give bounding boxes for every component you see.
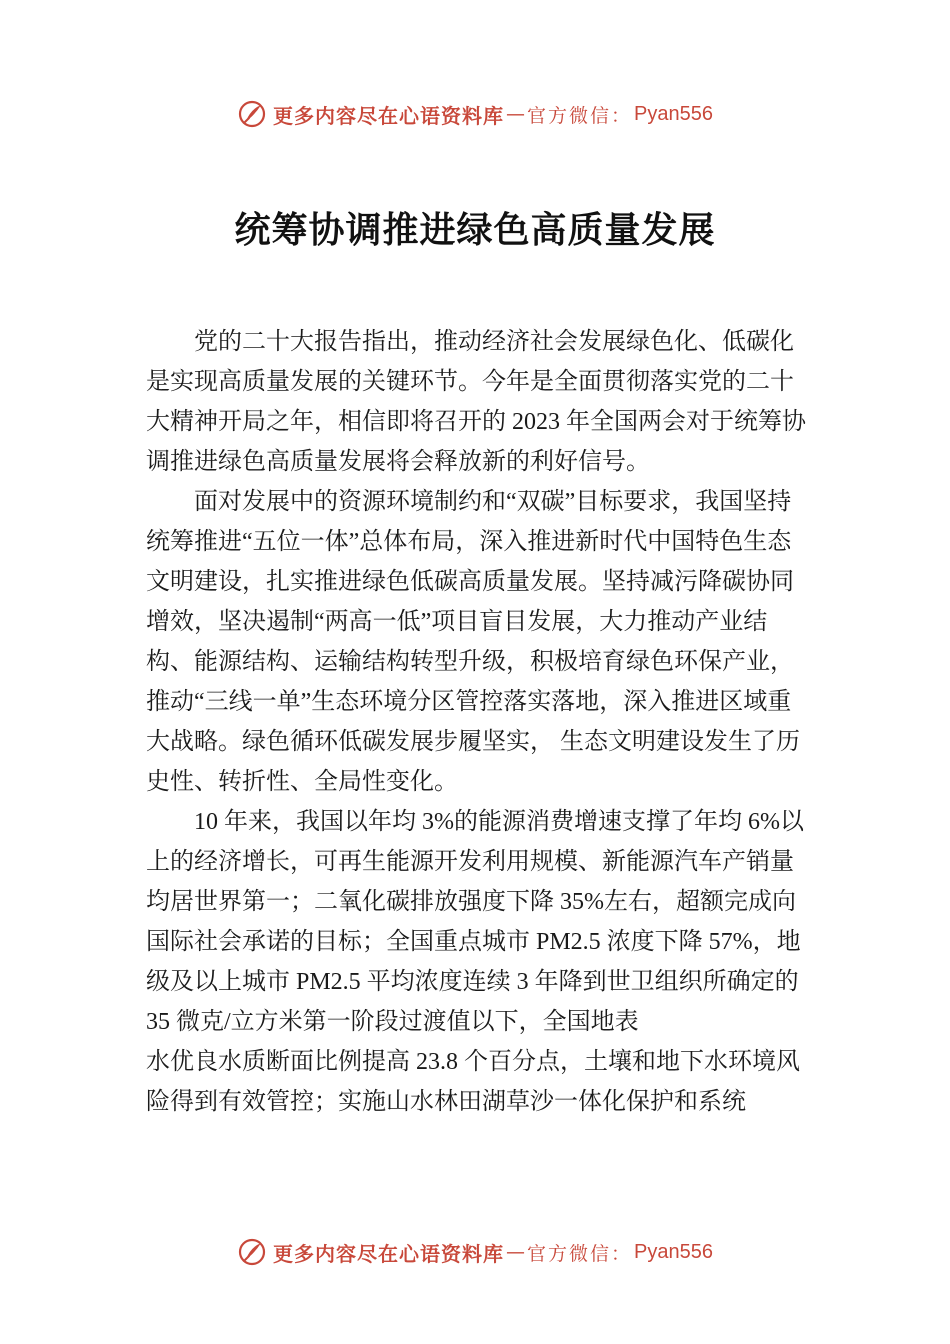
watermark-label: 官方微信： (527, 104, 633, 127)
header-watermark (0, 94, 950, 134)
paragraph: 面对发展中的资源环境制约和“双碳”目标要求，我国坚持统筹推进“五位一体”总体布局，深入推进新时代中国特色生态文明建设，扎实推进绿色低碳高质量发展。坚持减污降碳协同增效，坚决遏制“两高一低”项目盲目发展，大力推动产业结构、能源结构、运输结构转型升级，积极培育绿色环保产业，推动“三线一单”生态环境分区管控落实落地，深入推进区域重大战略。绿色循环低碳发展步履坚实， 生态文明建设发生了历史性、转折性、全局性变化。 (146, 489, 800, 795)
quill-logo-icon (237, 1237, 267, 1267)
watermark-separator: — (506, 1241, 525, 1263)
paragraph: 党的二十大报告指出，推动经济社会发展绿色化、低碳化是实现高质量发展的关键环节。今年是全面贯彻落实党的二十大精神开局之年，相信即将召开的 2023 年全国两会对于统筹协调推进绿色高质量发展将会释放新的利好信号。 (146, 329, 806, 475)
watermark-separator: — (506, 103, 525, 125)
watermark-site-text: 更多内容尽在心语资料库 (273, 1241, 504, 1266)
watermark-label: 官方微信： (527, 1242, 633, 1265)
document-body (146, 322, 814, 1122)
paragraph: 10 年来，我国以年均 3%的能源消费增速支撑了年均 6%以上的经济增长，可再生能源开发利用规模、新能源汽车产销量均居世界第一；二氧化碳排放强度下降 35%左右，超额完成向国际社会承诺的目标；全国重点城市 PM2.5 浓度下降 57%，地级及以上城市 PM2.5 平均浓度连续 3 年降到世卫组织所确定的 35 微克/立方米第一阶段过渡值以下，全国地表 (146, 809, 804, 1035)
paragraph: 水优良水质断面比例提高 23.8 个百分点，土壤和地下水环境风险得到有效管控；实施山水林田湖草沙一体化保护和系统 (146, 1049, 800, 1115)
watermark-site-text: 更多内容尽在心语资料库 (273, 103, 504, 128)
watermark-wechat-id: Pyan556 (634, 1240, 713, 1263)
watermark-wechat-id: Pyan556 (634, 102, 713, 125)
quill-logo-icon (237, 99, 267, 129)
document-title: 统筹协调推进绿色高质量发展 (234, 209, 716, 251)
footer-watermark (0, 1232, 950, 1272)
